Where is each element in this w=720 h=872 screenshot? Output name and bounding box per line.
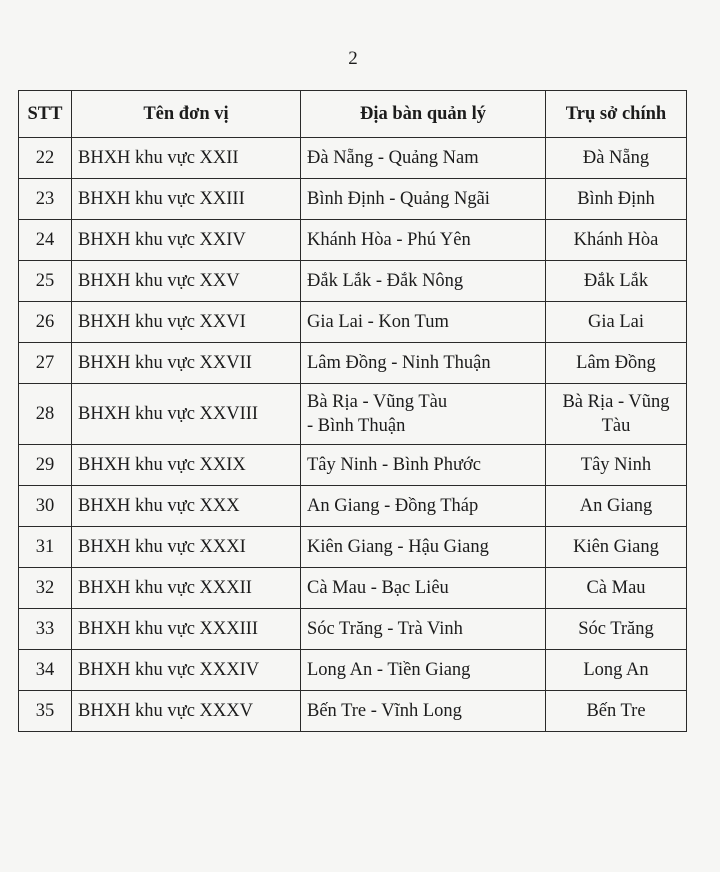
row-stt: 30 bbox=[19, 486, 72, 527]
area-line: Bình Định - Quảng Ngãi bbox=[307, 189, 490, 209]
page-number: 2 bbox=[348, 48, 358, 69]
row-headquarters bbox=[546, 650, 687, 691]
row-headquarters bbox=[546, 527, 687, 568]
row-management-area bbox=[301, 343, 546, 384]
row-management-area bbox=[301, 568, 546, 609]
row-stt: 35 bbox=[19, 691, 72, 732]
area-line: Tây Ninh - Bình Phước bbox=[307, 455, 481, 475]
row-stt: 34 bbox=[19, 650, 72, 691]
row-unit-name: BHXH khu vực XXXIV bbox=[72, 650, 301, 691]
table-row bbox=[19, 609, 687, 650]
row-stt: 29 bbox=[19, 445, 72, 486]
row-stt: 33 bbox=[19, 609, 72, 650]
table-row bbox=[19, 527, 687, 568]
area-line: Gia Lai - Kon Tum bbox=[307, 312, 449, 332]
table-row bbox=[19, 568, 687, 609]
row-unit-name: BHXH khu vực XXVI bbox=[72, 302, 301, 343]
headquarters-line: Bến Tre bbox=[586, 701, 646, 721]
row-unit-name: BHXH khu vực XXXIII bbox=[72, 609, 301, 650]
headquarters-line: Kiên Giang bbox=[573, 537, 659, 557]
units-table bbox=[18, 90, 687, 732]
area-line: - Bình Thuận bbox=[307, 416, 406, 436]
row-stt: 24 bbox=[19, 220, 72, 261]
headquarters-line: Long An bbox=[583, 660, 649, 680]
table-row bbox=[19, 138, 687, 179]
area-line: Lâm Đồng - Ninh Thuận bbox=[307, 353, 491, 373]
headquarters-line: Tàu bbox=[601, 416, 631, 436]
header-management-area: Địa bàn quản lý bbox=[301, 91, 546, 138]
row-headquarters bbox=[546, 384, 687, 445]
table-body bbox=[19, 138, 687, 732]
headquarters-line: Cà Mau bbox=[586, 578, 646, 598]
headquarters-line: Gia Lai bbox=[588, 312, 644, 332]
table-row bbox=[19, 343, 687, 384]
table-row bbox=[19, 445, 687, 486]
area-line: Đắk Lắk - Đắk Nông bbox=[307, 271, 464, 291]
row-unit-name: BHXH khu vực XXIV bbox=[72, 220, 301, 261]
row-stt: 28 bbox=[19, 384, 72, 445]
row-stt: 25 bbox=[19, 261, 72, 302]
row-unit-name: BHXH khu vực XXXII bbox=[72, 568, 301, 609]
row-unit-name: BHXH khu vực XXIX bbox=[72, 445, 301, 486]
row-headquarters bbox=[546, 220, 687, 261]
table-row bbox=[19, 220, 687, 261]
row-headquarters bbox=[546, 343, 687, 384]
table-row bbox=[19, 384, 687, 445]
area-line: Cà Mau - Bạc Liêu bbox=[307, 578, 449, 598]
row-stt: 31 bbox=[19, 527, 72, 568]
area-line: Long An - Tiền Giang bbox=[307, 660, 471, 680]
row-stt: 32 bbox=[19, 568, 72, 609]
area-line: Sóc Trăng - Trà Vinh bbox=[307, 619, 463, 639]
row-management-area bbox=[301, 691, 546, 732]
row-unit-name: BHXH khu vực XXIII bbox=[72, 179, 301, 220]
row-management-area bbox=[301, 650, 546, 691]
row-unit-name: BHXH khu vực XXVIII bbox=[72, 384, 301, 445]
row-headquarters bbox=[546, 568, 687, 609]
area-line: An Giang - Đồng Tháp bbox=[307, 496, 479, 516]
headquarters-line: Bà Rịa - Vũng bbox=[562, 392, 670, 412]
row-headquarters bbox=[546, 691, 687, 732]
row-management-area bbox=[301, 527, 546, 568]
row-headquarters bbox=[546, 609, 687, 650]
header-stt: STT bbox=[19, 91, 72, 138]
row-management-area bbox=[301, 138, 546, 179]
row-stt: 23 bbox=[19, 179, 72, 220]
headquarters-line: Sóc Trăng bbox=[578, 619, 654, 639]
row-management-area bbox=[301, 220, 546, 261]
row-management-area bbox=[301, 179, 546, 220]
row-unit-name: BHXH khu vực XXXV bbox=[72, 691, 301, 732]
headquarters-line: Đắk Lắk bbox=[583, 271, 649, 291]
row-management-area bbox=[301, 384, 546, 445]
table-row bbox=[19, 179, 687, 220]
headquarters-line: Bình Định bbox=[577, 189, 655, 209]
header-unit-name: Tên đơn vị bbox=[72, 91, 301, 138]
headquarters-line: An Giang bbox=[579, 496, 653, 516]
row-stt: 26 bbox=[19, 302, 72, 343]
table-row bbox=[19, 650, 687, 691]
area-line: Khánh Hòa - Phú Yên bbox=[307, 230, 471, 250]
area-line: Bà Rịa - Vũng Tàu bbox=[307, 392, 448, 412]
row-stt: 22 bbox=[19, 138, 72, 179]
row-headquarters bbox=[546, 179, 687, 220]
row-management-area bbox=[301, 302, 546, 343]
row-headquarters bbox=[546, 486, 687, 527]
row-headquarters bbox=[546, 445, 687, 486]
row-management-area bbox=[301, 261, 546, 302]
headquarters-line: Đà Nẵng bbox=[582, 148, 650, 168]
headquarters-line: Tây Ninh bbox=[580, 455, 652, 475]
row-headquarters bbox=[546, 138, 687, 179]
headquarters-line: Khánh Hòa bbox=[573, 230, 659, 250]
area-line: Bến Tre - Vĩnh Long bbox=[307, 701, 462, 721]
table-row bbox=[19, 486, 687, 527]
area-line: Kiên Giang - Hậu Giang bbox=[307, 537, 489, 557]
row-headquarters bbox=[546, 261, 687, 302]
row-management-area bbox=[301, 445, 546, 486]
row-unit-name: BHXH khu vực XXV bbox=[72, 261, 301, 302]
row-unit-name: BHXH khu vực XXXI bbox=[72, 527, 301, 568]
row-unit-name: BHXH khu vực XXX bbox=[72, 486, 301, 527]
header-row bbox=[19, 91, 687, 138]
row-unit-name: BHXH khu vực XXVII bbox=[72, 343, 301, 384]
table-row bbox=[19, 691, 687, 732]
table-row bbox=[19, 302, 687, 343]
row-unit-name: BHXH khu vực XXII bbox=[72, 138, 301, 179]
headquarters-line: Lâm Đồng bbox=[576, 353, 656, 373]
row-headquarters bbox=[546, 302, 687, 343]
row-stt: 27 bbox=[19, 343, 72, 384]
row-management-area bbox=[301, 486, 546, 527]
header-headquarters: Trụ sở chính bbox=[546, 91, 687, 138]
row-management-area bbox=[301, 609, 546, 650]
table-row bbox=[19, 261, 687, 302]
area-line: Đà Nẵng - Quảng Nam bbox=[307, 148, 479, 168]
